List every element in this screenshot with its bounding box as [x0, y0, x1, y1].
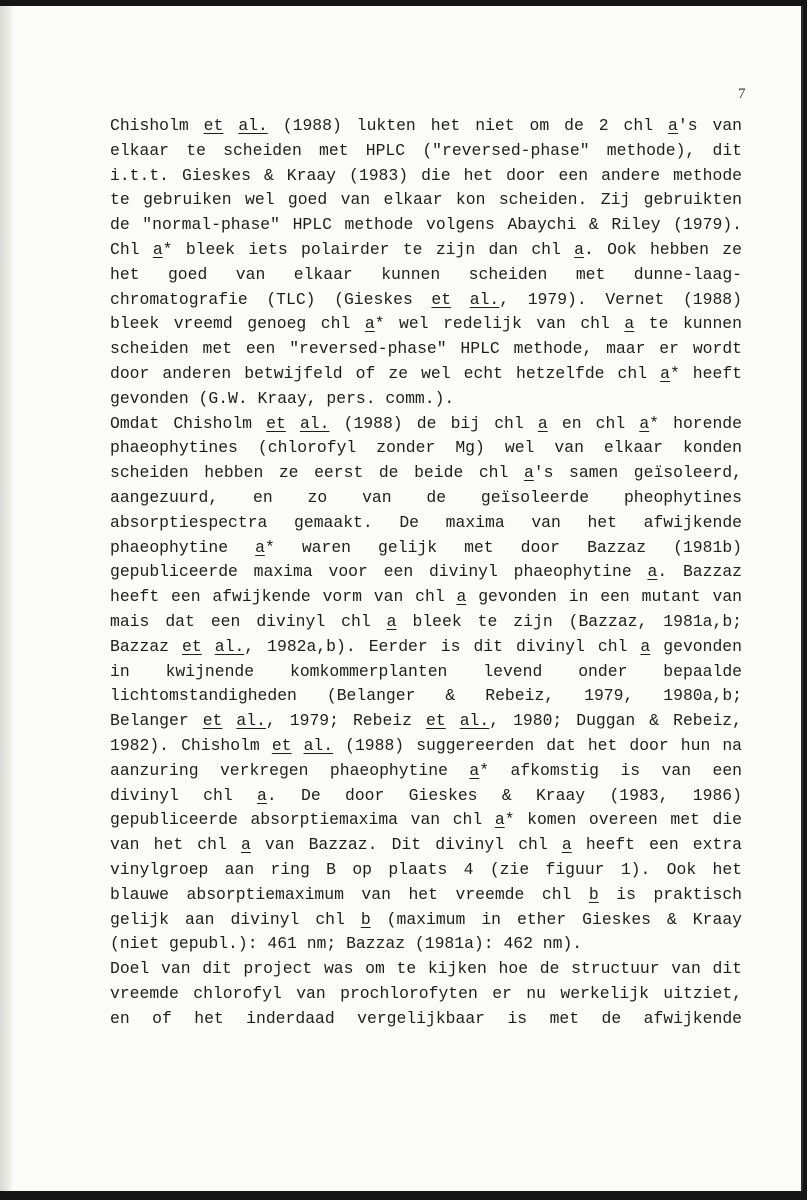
text-segment: aangezuurd, en zo van de geïsoleerde pheophytines	[110, 487, 742, 507]
text-segment: 1982). Chisholm	[110, 735, 272, 755]
underlined-term: et	[266, 413, 286, 433]
text-segment: te kunnen	[634, 314, 742, 334]
text-line	[110, 610, 742, 635]
text-segment: phaeophytines (chlorofyl zonder Mg) wel van elkaar konden	[110, 438, 742, 458]
text-segment: , 1979; Rebeiz	[265, 711, 426, 731]
text-segment: . Bazzaz	[657, 562, 742, 582]
text-line	[110, 883, 742, 908]
text-segment: gevonden (G.W. Kraay, pers. comm.).	[110, 388, 455, 408]
text-segment: lichtomstandigheden (Belanger & Rebeiz, 1979, 1980a,b;	[110, 686, 742, 706]
underlined-term: al.	[303, 735, 334, 755]
underlined-term: a	[624, 314, 635, 334]
text-segment: scheiden met een "reversed-phase" HPLC methode, maar er wordt	[110, 339, 742, 359]
text-segment: mais dat een divinyl chl	[110, 611, 387, 631]
text-segment: * afkomstig is van een	[479, 760, 742, 780]
page-number: 7	[738, 86, 746, 102]
text-line	[110, 759, 742, 784]
text-segment: Bazzaz	[110, 636, 183, 656]
underlined-term: a	[364, 314, 375, 334]
text-segment: en of het inderdaad vergelijkbaar is met de afwijkende	[110, 1008, 742, 1028]
underlined-term: et	[182, 636, 202, 656]
document-page	[0, 6, 803, 1191]
underlined-term: al.	[469, 289, 500, 309]
text-line	[110, 660, 742, 685]
text-segment: door anderen betwijfeld of ze wel echt hetzelfde chl	[110, 363, 661, 383]
text-line	[110, 387, 742, 412]
text-segment: van het chl	[110, 835, 241, 855]
text-segment: vinylgroep aan ring B op plaats 4 (zie figuur 1). Ook het	[110, 859, 742, 879]
text-segment: blauwe absorptiemaximum van het vreemde chl	[110, 884, 589, 904]
underlined-term: a	[523, 463, 534, 483]
text-line	[110, 536, 742, 561]
underlined-term: et	[203, 116, 224, 135]
text-segment: gepubliceerde absorptiemaxima van chl	[110, 810, 495, 830]
text-line	[110, 337, 742, 362]
text-line	[110, 114, 742, 139]
text-segment: van Bazzaz. Dit divinyl chl	[250, 835, 562, 855]
text-segment: het goed van elkaar kunnen scheiden met dunne-laag-	[110, 264, 742, 284]
underlined-term: a	[639, 413, 650, 433]
underlined-term: a	[561, 835, 572, 855]
underlined-term: a	[469, 760, 480, 780]
text-line	[110, 908, 742, 933]
text-segment: (1988) lukten het niet om de 2 chl	[267, 116, 669, 135]
underlined-term: a	[574, 239, 584, 259]
text-segment: * wel redelijk van chl	[374, 314, 625, 334]
text-segment: bleek te zijn (Bazzaz, 1981a,b;	[396, 611, 742, 631]
text-segment: , 1979). Vernet (1988)	[499, 289, 742, 309]
text-segment: * horende	[649, 413, 742, 433]
text-line	[110, 213, 742, 238]
page-binding-shadow	[0, 6, 12, 1191]
underlined-term: a	[255, 537, 265, 557]
text-line	[110, 560, 742, 585]
text-segment: is praktisch	[598, 884, 742, 904]
text-line	[110, 833, 742, 858]
text-segment: scheiden hebben ze eerst de beide chl	[110, 463, 524, 483]
text-segment: gevonden in een mutant van	[466, 587, 742, 607]
text-line	[110, 164, 742, 189]
text-segment	[286, 414, 300, 433]
text-line	[110, 486, 742, 511]
text-segment: gepubliceerde maxima voor een divinyl phaeophytine	[110, 562, 648, 582]
text-segment: vreemde chlorofyl van prochlorofyten er nu werkelijk uitziet,	[110, 983, 742, 1003]
text-segment: . Ook hebben ze	[583, 239, 742, 259]
text-segment: Omdat Chisholm	[110, 413, 267, 433]
text-segment: phaeophytine	[110, 537, 256, 557]
underlined-term: al.	[214, 636, 245, 656]
text-segment: gelijk aan divinyl chl	[110, 909, 361, 929]
text-line	[110, 263, 742, 288]
text-line	[110, 188, 742, 213]
text-line	[110, 982, 742, 1007]
text-segment: en chl	[547, 413, 640, 433]
text-segment: (1988) suggereerden dat het door hun na	[333, 735, 742, 755]
text-segment	[223, 116, 238, 135]
underlined-term: al.	[299, 413, 330, 433]
text-line	[110, 808, 742, 833]
text-line	[110, 957, 742, 982]
underlined-term: b	[588, 884, 599, 904]
text-segment	[446, 711, 460, 730]
text-segment: Belanger	[110, 711, 203, 731]
underlined-term: a	[660, 363, 670, 383]
text-segment: * waren gelijk met door Bazzaz (1981b)	[264, 537, 742, 557]
text-line	[110, 238, 742, 263]
underlined-term: b	[360, 909, 371, 929]
text-line	[110, 288, 742, 313]
text-segment: heeft een extra	[571, 835, 742, 855]
text-segment: te gebruiken wel goed van elkaar kon scheiden. Zij gebruikten	[110, 190, 742, 210]
text-segment: (maximum in ether Gieskes & Kraay	[370, 909, 742, 929]
text-segment: 's van	[677, 116, 742, 135]
underlined-term: a	[456, 587, 467, 607]
text-segment: de "normal-phase" HPLC methode volgens Abaychi & Riley (1979).	[110, 215, 742, 235]
underlined-term: et	[202, 711, 223, 731]
underlined-term: a	[537, 413, 548, 433]
text-line	[110, 734, 742, 759]
underlined-term: a	[668, 116, 678, 135]
underlined-term: et	[431, 289, 452, 309]
text-line	[110, 585, 742, 610]
text-segment	[451, 290, 470, 309]
text-segment	[292, 736, 304, 755]
text-segment: chromatografie (TLC) (Gieskes	[110, 289, 432, 309]
text-segment: bleek vreemd genoeg chl	[110, 314, 365, 334]
text-segment: (1988) de bij chl	[329, 413, 538, 433]
underlined-term: a	[494, 810, 505, 830]
underlined-term: a	[257, 785, 267, 805]
text-line	[110, 635, 742, 660]
text-line	[110, 511, 742, 536]
underlined-term: a	[640, 636, 651, 656]
text-segment: . De door Gieskes & Kraay (1983, 1986)	[266, 785, 742, 805]
text-segment: Doel van dit project was om te kijken hoe de structuur van dit	[110, 959, 742, 979]
text-segment: divinyl chl	[110, 785, 257, 805]
text-segment: Chisholm	[110, 116, 204, 135]
text-segment: * heeft	[669, 363, 742, 383]
text-segment: * komen overeen met die	[504, 810, 742, 830]
text-segment	[202, 637, 215, 656]
text-segment: i.t.t. Gieskes & Kraay (1983) die het door een andere methode	[110, 165, 742, 185]
text-segment: (niet gepubl.): 461 nm; Bazzaz (1981a): 462 nm).	[110, 934, 583, 954]
text-line	[110, 362, 742, 387]
text-line	[110, 312, 742, 337]
text-segment: elkaar te scheiden met HPLC ("reversed-phase" methode), dit	[110, 140, 742, 160]
text-segment: absorptiespectra gemaakt. De maxima van het afwijkende	[110, 512, 742, 532]
text-segment	[222, 711, 236, 730]
underlined-term: a	[152, 239, 163, 259]
text-line	[110, 784, 742, 809]
underlined-term: a	[386, 611, 397, 631]
underlined-term: al.	[238, 116, 268, 135]
text-line	[110, 709, 742, 734]
text-line	[110, 461, 742, 486]
text-line	[110, 1007, 742, 1032]
underlined-term: a	[240, 835, 251, 855]
text-segment: 's samen geïsoleerd,	[533, 463, 742, 483]
underlined-term: al.	[459, 711, 490, 731]
underlined-term: al.	[236, 711, 266, 731]
underlined-term: a	[647, 562, 658, 582]
text-segment: , 1982a,b). Eerder is dit divinyl chl	[244, 636, 641, 656]
text-segment: * bleek iets polairder te zijn dan chl	[162, 239, 575, 259]
text-line	[110, 858, 742, 883]
underlined-term: et	[271, 735, 292, 755]
text-segment: aanzuring verkregen phaeophytine	[110, 760, 470, 780]
body-text	[110, 114, 742, 1031]
text-line	[110, 139, 742, 164]
text-segment: , 1980; Duggan & Rebeiz,	[489, 711, 742, 731]
text-line	[110, 932, 742, 957]
underlined-term: et	[426, 711, 446, 731]
text-segment: gevonden	[650, 636, 742, 656]
text-segment: Chl	[110, 239, 153, 259]
text-line	[110, 436, 742, 461]
text-line	[110, 412, 742, 437]
text-line	[110, 684, 742, 709]
text-segment: in kwijnende komkommerplanten levend onder bepaalde	[110, 661, 742, 681]
text-segment: heeft een afwijkende vorm van chl	[110, 587, 457, 607]
